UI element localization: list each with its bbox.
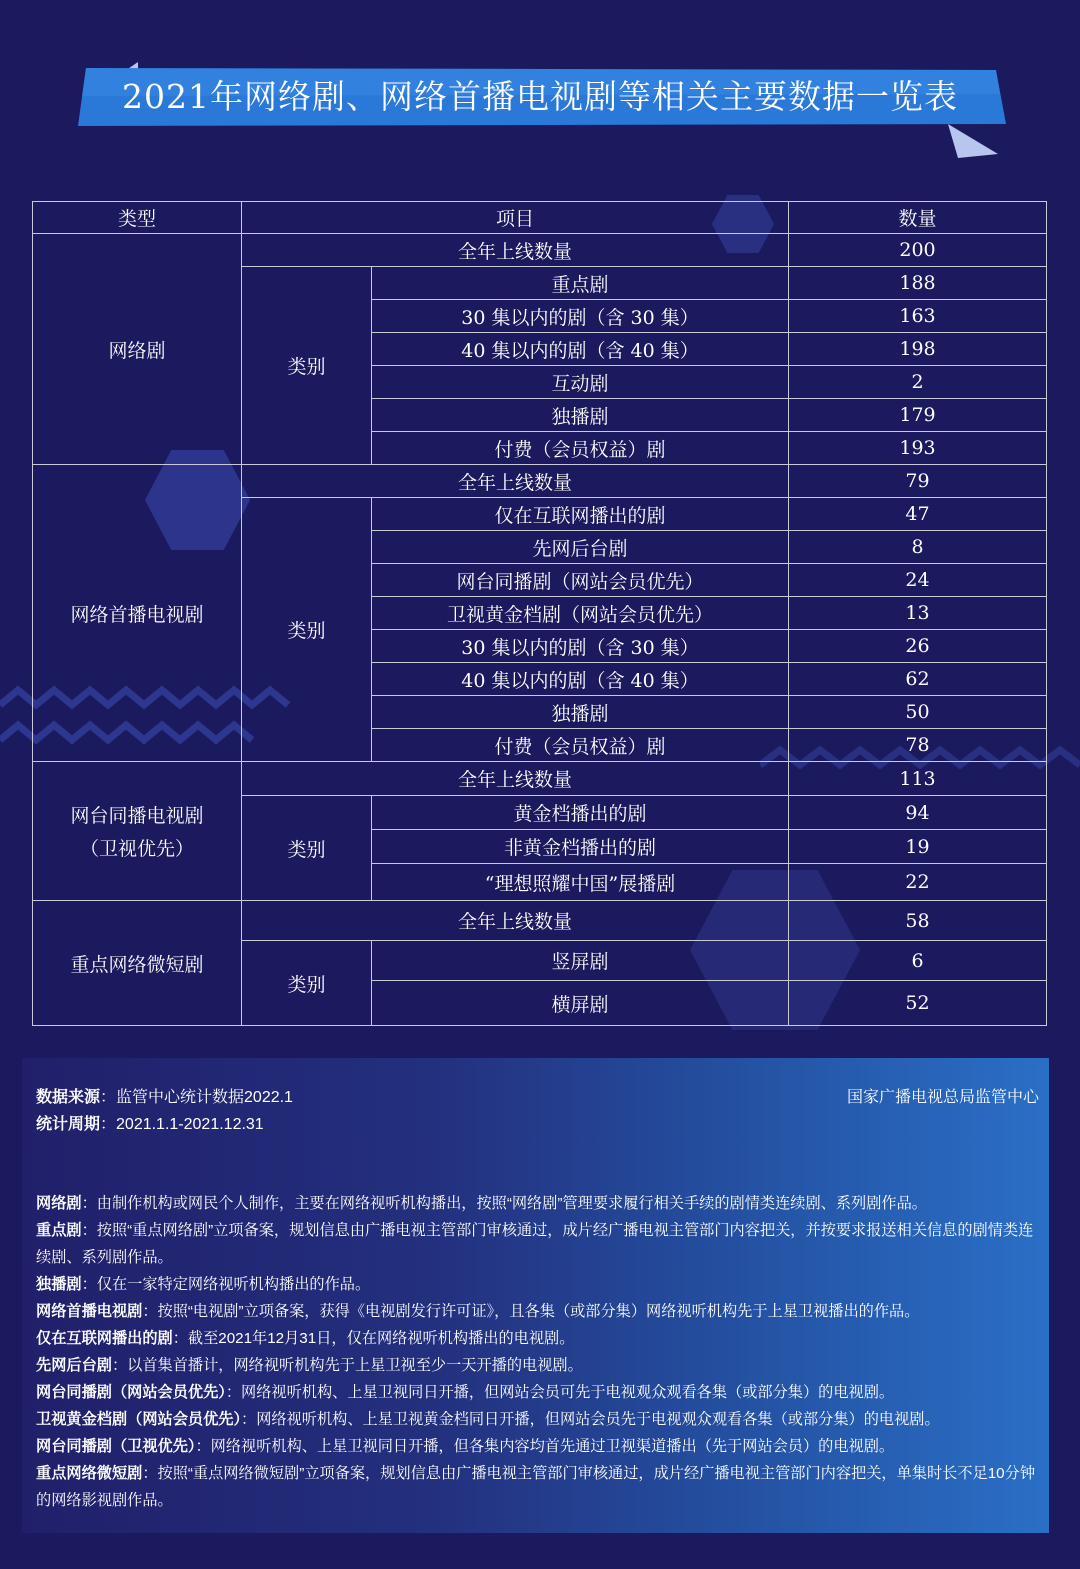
value-cell: 179 — [789, 399, 1047, 432]
type-cell: 网络首播电视剧 — [33, 465, 242, 762]
value-cell: 62 — [789, 663, 1047, 696]
table-row — [33, 465, 1047, 498]
total-label-cell: 全年上线数量 — [242, 465, 789, 498]
source-info — [36, 1084, 293, 1138]
header-count: 数量 — [789, 202, 1047, 234]
definition-item: 先网后台剧：以首集首播计，网络视听机构先于上星卫视至少一天开播的电视剧。 — [36, 1357, 583, 1374]
item-cell: 付费（会员权益）剧 — [372, 432, 789, 465]
value-cell: 188 — [789, 267, 1047, 300]
total-label-cell: 全年上线数量 — [242, 901, 789, 941]
value-cell: 163 — [789, 300, 1047, 333]
definition-item: 重点剧：按照“重点网络剧”立项备案，规划信息由广播电视主管部门审核通过，成片经广播电视主管部门内容把关，并按要求报送相关信息的剧情类连续剧、系列剧作品。 — [36, 1222, 1034, 1266]
table-row — [33, 901, 1047, 941]
total-label-cell: 全年上线数量 — [242, 762, 789, 796]
value-cell: 13 — [789, 597, 1047, 630]
category-cell: 类别 — [242, 267, 372, 465]
organization-name: 国家广播电视总局监管中心 — [846, 1089, 1039, 1106]
value-cell: 113 — [789, 762, 1047, 796]
item-cell: 先网后台剧 — [372, 531, 789, 564]
item-cell: 30 集以内的剧（含 30 集） — [372, 300, 789, 333]
type-cell: 网络剧 — [33, 234, 242, 465]
value-cell: 19 — [789, 830, 1047, 864]
definitions — [36, 1190, 1046, 1514]
item-cell: 重点剧 — [372, 267, 789, 300]
value-cell: 58 — [789, 901, 1047, 941]
value-cell: 50 — [789, 696, 1047, 729]
item-cell: 黄金档播出的剧 — [372, 796, 789, 830]
value-cell: 78 — [789, 729, 1047, 762]
item-cell: 40 集以内的剧（含 40 集） — [372, 663, 789, 696]
value-cell: 22 — [789, 864, 1047, 901]
item-cell: 竖屏剧 — [372, 941, 789, 981]
category-cell: 类别 — [242, 941, 372, 1026]
table-header-row — [33, 202, 1047, 234]
item-cell: 横屏剧 — [372, 981, 789, 1026]
definition-item: 网台同播剧（网站会员优先）：网络视听机构、上星卫视同日开播，但网站会员可先于电视观众观看各集（或部分集）的电视剧。 — [36, 1384, 895, 1401]
item-cell: 付费（会员权益）剧 — [372, 729, 789, 762]
total-label-cell: 全年上线数量 — [242, 234, 789, 267]
category-cell: 类别 — [242, 498, 372, 762]
value-cell: 200 — [789, 234, 1047, 267]
header-type: 类型 — [33, 202, 242, 234]
value-cell: 193 — [789, 432, 1047, 465]
item-cell: 30 集以内的剧（含 30 集） — [372, 630, 789, 663]
page-title: 2021年网络剧、网络首播电视剧等相关主要数据一览表 — [122, 77, 958, 116]
item-cell: 网台同播剧（网站会员优先） — [372, 564, 789, 597]
value-cell: 94 — [789, 796, 1047, 830]
data-table — [32, 201, 1047, 1026]
value-cell: 79 — [789, 465, 1047, 498]
item-cell: 卫视黄金档剧（网站会员优先） — [372, 597, 789, 630]
data-source-line: 数据来源：监管中心统计数据2022.1 — [36, 1089, 293, 1106]
value-cell: 52 — [789, 981, 1047, 1026]
table-row — [33, 234, 1047, 267]
item-cell: 互动剧 — [372, 366, 789, 399]
type-cell: 重点网络微短剧 — [33, 901, 242, 1026]
notes-panel — [22, 1058, 1049, 1533]
item-cell: 非黄金档播出的剧 — [372, 830, 789, 864]
header-item: 项目 — [242, 202, 789, 234]
value-cell: 24 — [789, 564, 1047, 597]
value-cell: 198 — [789, 333, 1047, 366]
definition-item: 独播剧：仅在一家特定网络视听机构播出的作品。 — [36, 1276, 371, 1293]
category-cell: 类别 — [242, 796, 372, 901]
table-row — [33, 762, 1047, 796]
definition-item: 网络首播电视剧：按照“电视剧”立项备案，获得《电视剧发行许可证》，且各集（或部分集）网络视听机构先于上星卫视播出的作品。 — [36, 1303, 920, 1320]
type-cell: 网台同播电视剧 （卫视优先） — [33, 762, 242, 901]
item-cell: “理想照耀中国”展播剧 — [372, 864, 789, 901]
data-table-wrapper — [32, 201, 1046, 1026]
value-cell: 47 — [789, 498, 1047, 531]
value-cell: 26 — [789, 630, 1047, 663]
item-cell: 独播剧 — [372, 399, 789, 432]
item-cell: 40 集以内的剧（含 40 集） — [372, 333, 789, 366]
item-cell: 仅在互联网播出的剧 — [372, 498, 789, 531]
definition-item: 卫视黄金档剧（网站会员优先）：网络视听机构、上星卫视黄金档同日开播，但网站会员先于电视观众观看各集（或部分集）的电视剧。 — [36, 1411, 940, 1428]
item-cell: 独播剧 — [372, 696, 789, 729]
definition-item: 网络剧：由制作机构或网民个人制作，主要在网络视听机构播出，按照“网络剧”管理要求履行相关手续的剧情类连续剧、系列剧作品。 — [36, 1195, 927, 1212]
definition-item: 重点网络微短剧：按照“重点网络微短剧”立项备案，规划信息由广播电视主管部门审核通过，成片经广播电视主管部门内容把关，单集时长不足10分钟的网络影视剧作品。 — [36, 1465, 1036, 1509]
definition-item: 仅在互联网播出的剧：截至2021年12月31日，仅在网络视听机构播出的电视剧。 — [36, 1330, 575, 1347]
value-cell: 6 — [789, 941, 1047, 981]
value-cell: 8 — [789, 531, 1047, 564]
value-cell: 2 — [789, 366, 1047, 399]
definition-item: 网台同播剧（卫视优先）：网络视听机构、上星卫视同日开播，但各集内容均首先通过卫视渠道播出（先于网站会员）的电视剧。 — [36, 1438, 895, 1455]
stat-period-line: 统计周期：2021.1.1-2021.12.31 — [36, 1116, 264, 1133]
